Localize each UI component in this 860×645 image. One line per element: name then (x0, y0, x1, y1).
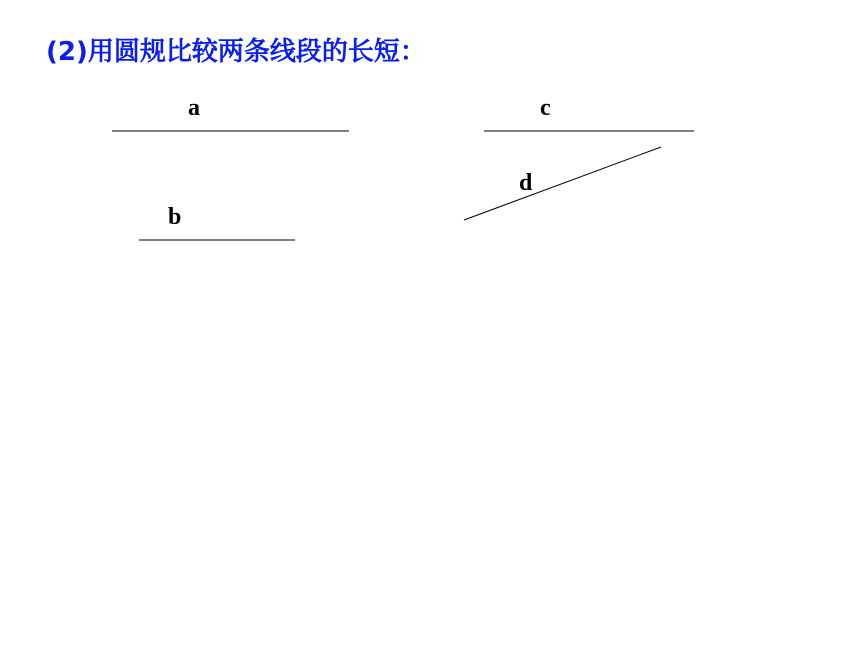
segment-a-label: a (188, 95, 200, 121)
segment-d-label: d (519, 170, 533, 196)
segment-c-label: c (540, 95, 551, 121)
page-title: (2)用圆规比较两条线段的长短： (46, 37, 426, 67)
segment-d-line (464, 147, 661, 220)
segment-b-label: b (168, 204, 182, 230)
